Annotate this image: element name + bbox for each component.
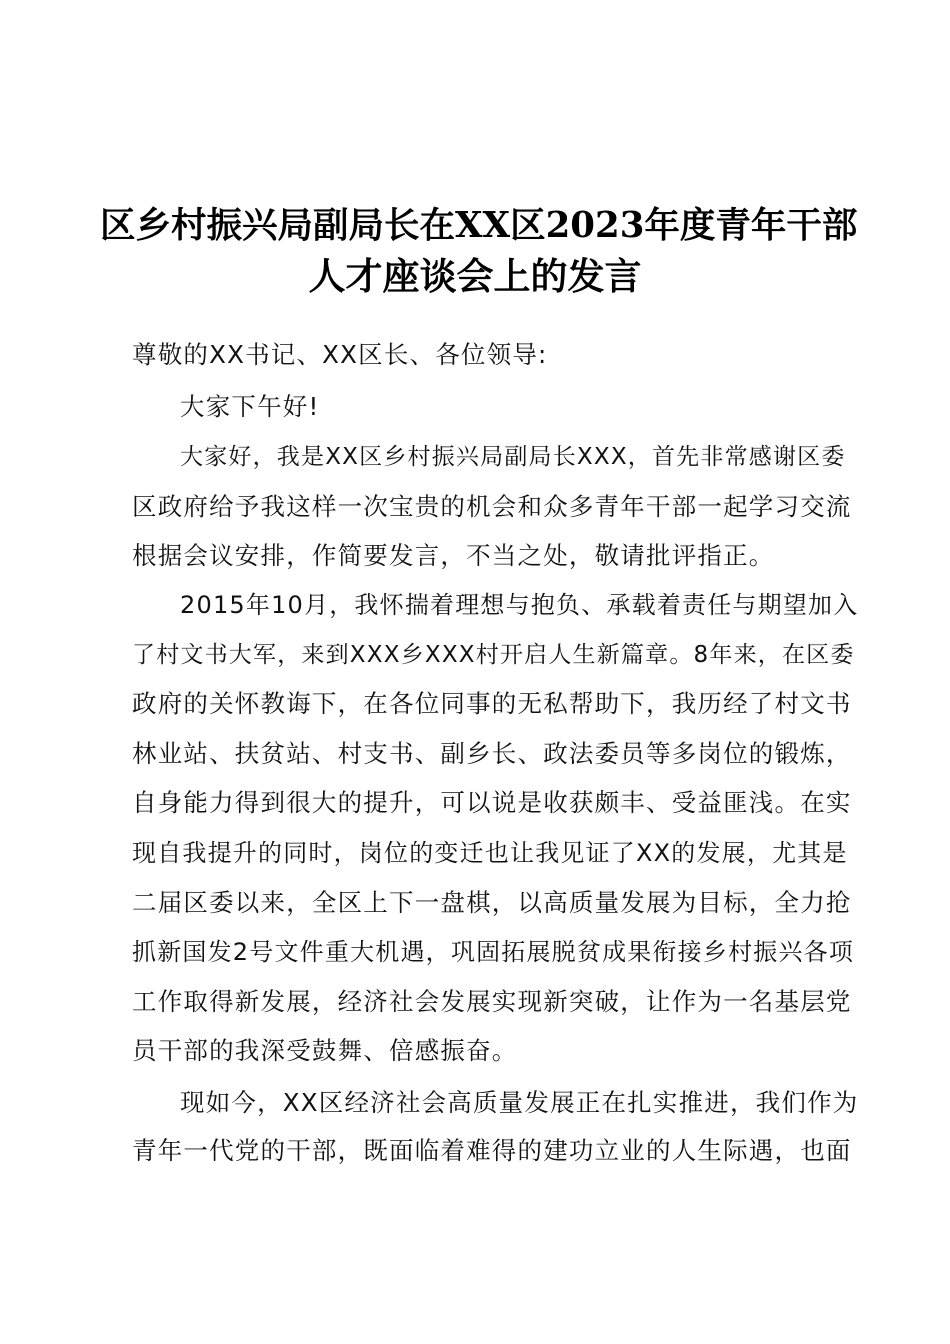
body-line: 工作取得新发展，经济社会发展实现新突破，让作为一名基层党 (132, 987, 852, 1016)
body-line: 现自我提升的同时，岗位的变迁也让我见证了XX的发展，尤其是 (132, 839, 848, 867)
body-line: 自身能力得到很大的提升，可以说是收获颇丰、受益匪浅。在实 (132, 788, 852, 817)
body-line: 大家好，我是XX区乡村振兴局副局长XXX，首先非常感谢区委 (180, 444, 846, 470)
body-line: 政府的关怀教诲下，在各位同事的无私帮助下，我历经了村文书 (132, 689, 852, 718)
body-line: 抓新国发2号文件重大机遇，巩固拓展脱贫成果衔接乡村振兴各项 (132, 938, 855, 966)
document-title-line-2: 人才座谈会上的发言 (308, 254, 642, 298)
body-line: 二届区委以来，全区上下一盘棋，以高质量发展为目标，全力抢 (132, 888, 852, 917)
body-line: 根据会议安排，作简要发言，不当之处，敬请批评指正。 (132, 541, 775, 570)
greeting-line: 大家下午好! (180, 392, 320, 421)
body-line: 区政府给予我这样一次宝贵的机会和众多青年干部一起学习交流 (132, 492, 852, 521)
body-line: 青年一代党的干部，既面临着难得的建功立业的人生际遇，也面 (132, 1136, 852, 1165)
salutation-line: 尊敬的XX书记、XX区长、各位领导: (132, 340, 548, 369)
body-line: 林业站、扶贫站、村支书、副乡长、政法委员等多岗位的锻炼， (132, 739, 852, 768)
body-line: 现如今，XX区经济社会高质量发展正在扎实推进，我们作为 (180, 1088, 859, 1117)
body-line: 员干部的我深受鼓舞、倍感振奋。 (132, 1036, 518, 1065)
document-title-line-1: 区乡村振兴局副局长在XX区2023年度青年干部 (100, 205, 858, 246)
body-line: 了村文书大军，来到XXX乡XXX村开启人生新篇章。8年来，在区委 (132, 642, 855, 668)
body-line: 2015年10月，我怀揣着理想与抱负、承载着责任与期望加入 (180, 591, 859, 619)
